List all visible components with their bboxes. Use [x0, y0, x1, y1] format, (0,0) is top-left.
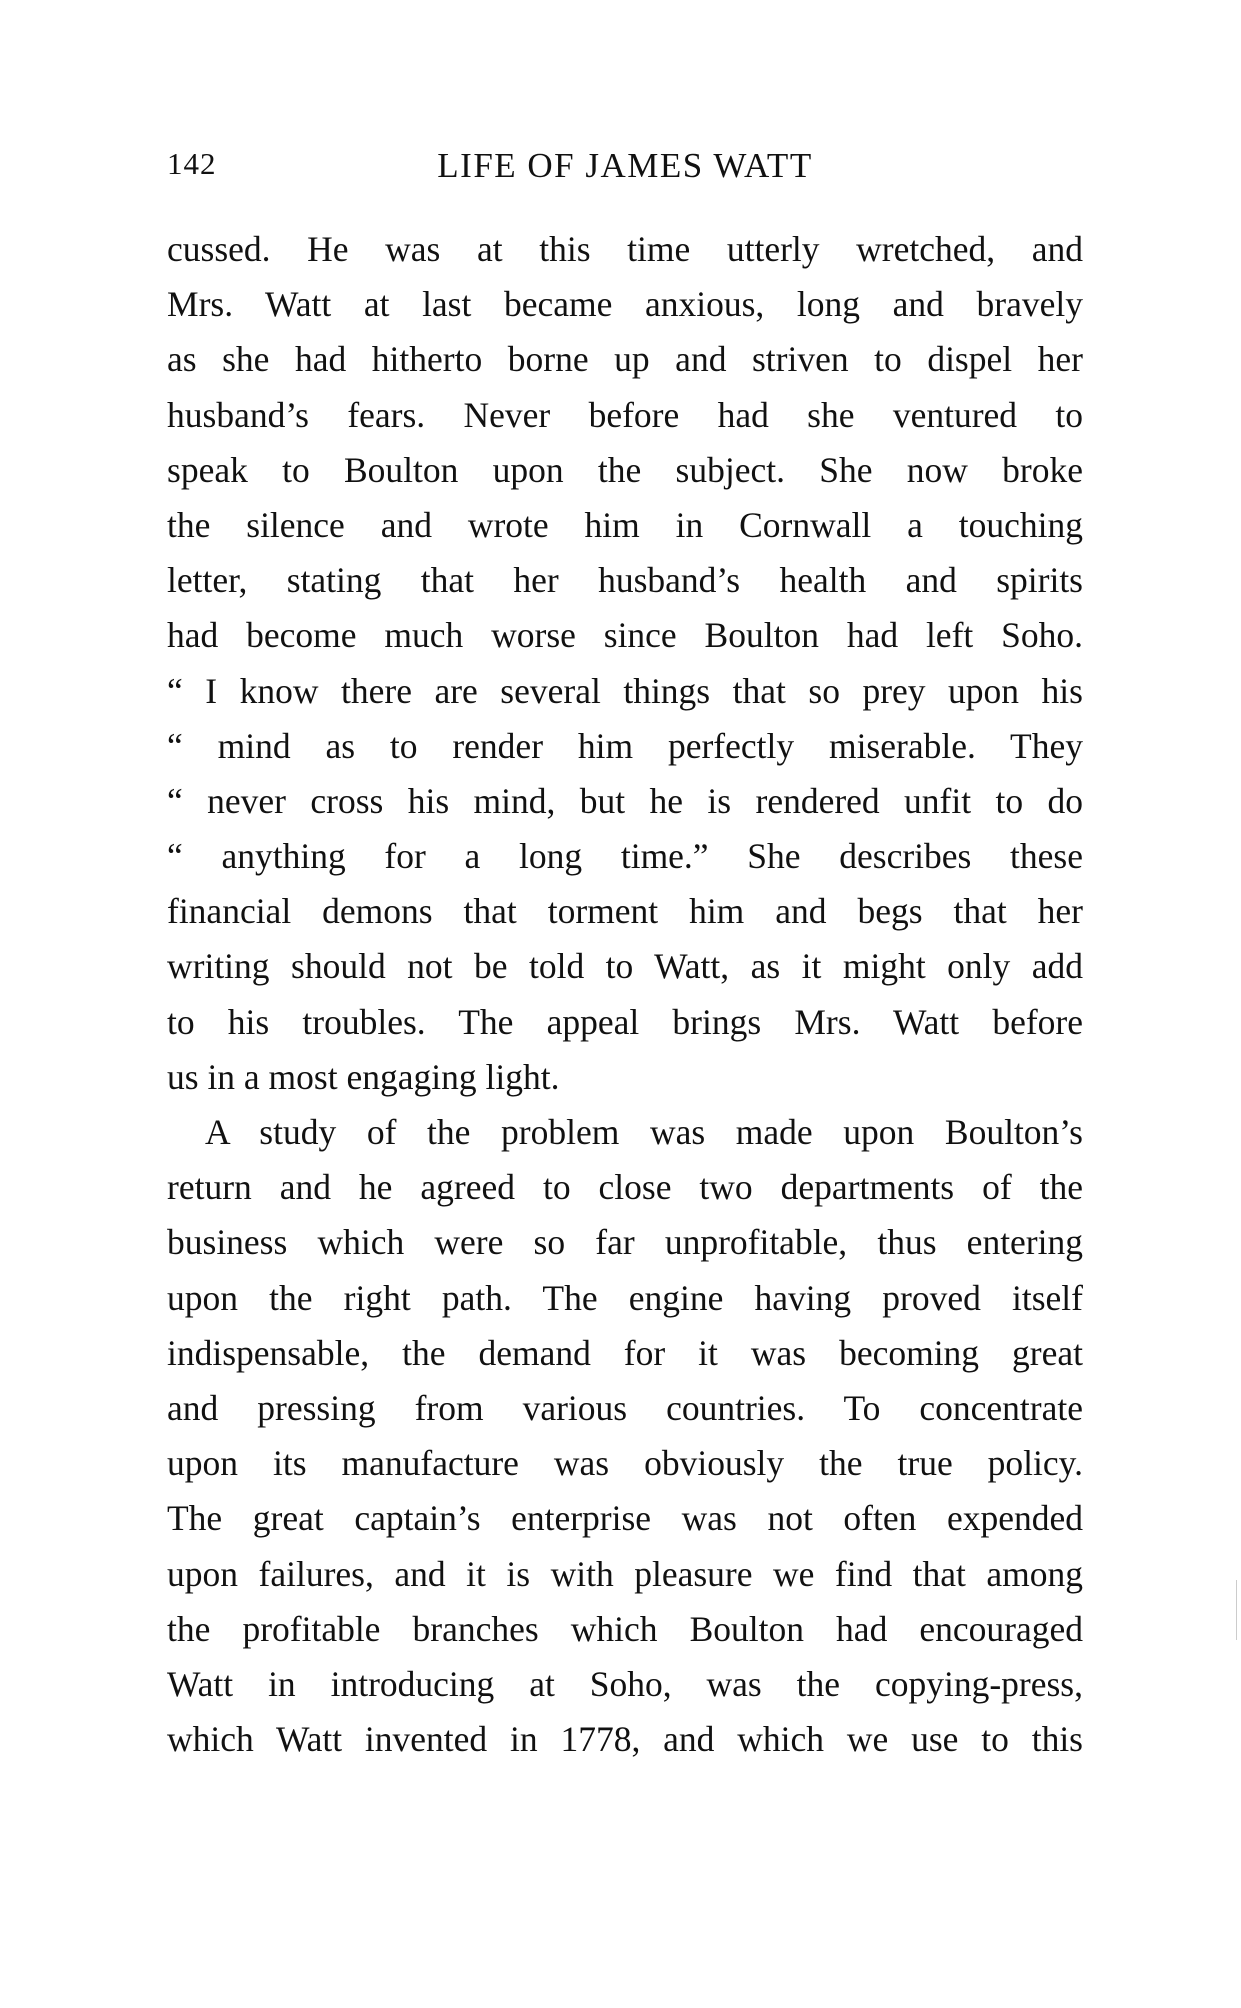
text-line: Watt in introducing at Soho, was the copying-press,: [167, 1663, 1083, 1704]
text-line: The great captain’s enterprise was not often expended: [167, 1498, 1083, 1539]
text-line: Mrs. Watt at last became anxious, long and bravely: [167, 284, 1083, 325]
running-head: [167, 146, 1083, 194]
text-line: husband’s fears. Never before had she ventured to: [167, 394, 1083, 435]
text-line: “ I know there are several things that so prey upon his: [167, 670, 1083, 711]
paragraph-2: [167, 1105, 1083, 1767]
text-line: had become much worse since Boulton had left Soho.: [167, 615, 1083, 656]
text-line: writing should not be told to Watt, as it might only add: [167, 946, 1083, 987]
text-line: cussed. He was at this time utterly wretched, and: [167, 229, 1083, 269]
text-line: which Watt invented in 1778, and which we use to this: [167, 1719, 1083, 1760]
text-line: the silence and wrote him in Cornwall a touching: [167, 504, 1083, 545]
text-line: “ mind as to render him perfectly miserable. They: [167, 725, 1083, 766]
page-number: 142: [167, 146, 217, 181]
text-line: letter, stating that her husband’s health and spirits: [167, 560, 1083, 601]
text-line: the profitable branches which Boulton had encouraged: [167, 1608, 1083, 1649]
text-line: upon the right path. The engine having proved itself: [167, 1277, 1083, 1318]
paragraph-1: [167, 222, 1083, 1105]
text-line: indispensable, the demand for it was becoming great: [167, 1332, 1083, 1373]
text-line: to his troubles. The appeal brings Mrs. Watt before: [167, 1001, 1083, 1042]
body-text: [167, 222, 1083, 1767]
text-line: speak to Boulton upon the subject. She now broke: [167, 449, 1083, 490]
text-line: and pressing from various countries. To concentrate: [167, 1387, 1083, 1428]
text-line: “ never cross his mind, but he is rendered unfit to do: [167, 780, 1083, 821]
page-edge-mark: [1236, 1580, 1237, 1640]
text-line: “ anything for a long time.” She describes these: [167, 836, 1083, 877]
text-line: upon its manufacture was obviously the true policy.: [167, 1443, 1083, 1484]
text-line: business which were so far unprofitable, thus entering: [167, 1222, 1083, 1263]
text-line: upon failures, and it is with pleasure we find that among: [167, 1553, 1083, 1594]
text-line: as she had hitherto borne up and striven to dispel her: [167, 339, 1083, 380]
text-line: return and he agreed to close two departments of the: [167, 1167, 1083, 1208]
text-line: A study of the problem was made upon Boulton’s: [205, 1112, 1083, 1152]
running-title: LIFE OF JAMES WATT: [437, 146, 813, 185]
text-line: us in a most engaging light.: [167, 1056, 560, 1097]
text-line: financial demons that torment him and begs that her: [167, 891, 1083, 932]
